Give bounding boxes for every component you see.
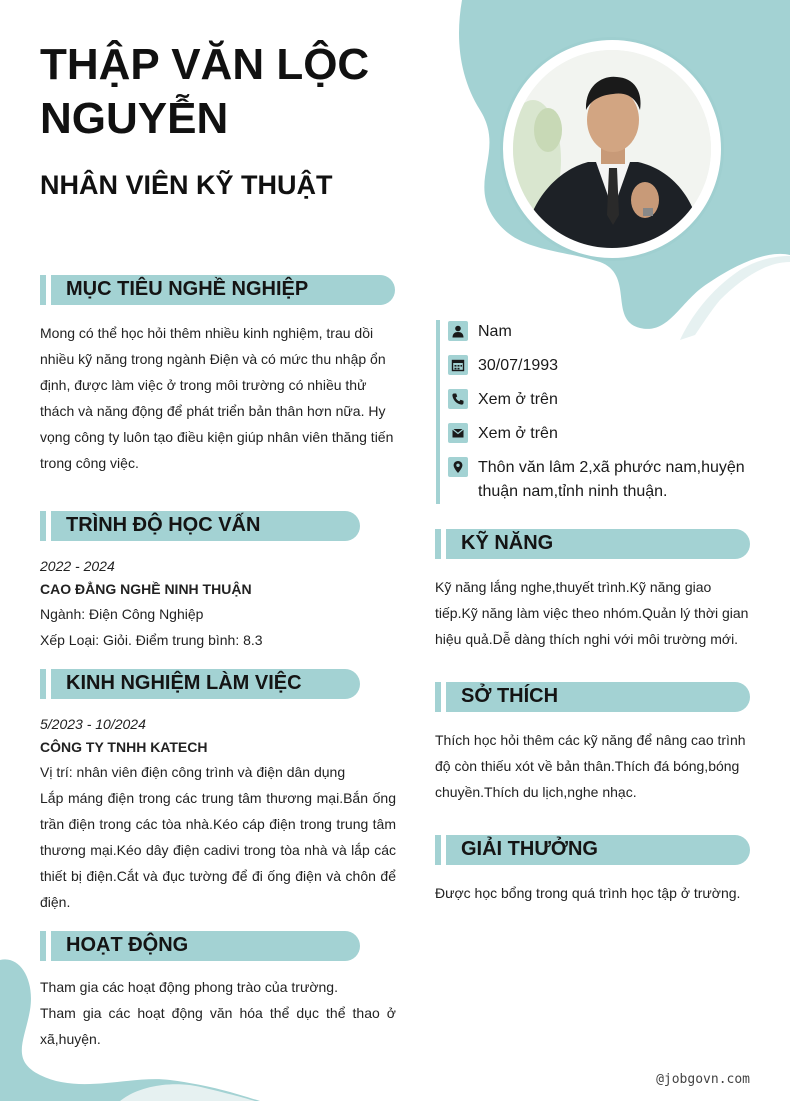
- section-title: HOẠT ĐỘNG: [66, 934, 189, 956]
- section-title: TRÌNH ĐỘ HỌC VẤN: [66, 514, 261, 536]
- contact-phone: [448, 388, 756, 412]
- experience-entry: [40, 713, 396, 915]
- section-title: SỞ THÍCH: [461, 685, 559, 707]
- watermark: @jobgovn.com: [656, 1072, 750, 1087]
- location-pin-icon: [448, 457, 468, 477]
- avatar-photo: [513, 50, 711, 248]
- section-title: MỤC TIÊU NGHỀ NGHIỆP: [66, 278, 309, 300]
- calendar-icon: [448, 355, 468, 375]
- section-header-objective: [40, 275, 395, 305]
- section-title: GIẢI THƯỞNG: [461, 838, 598, 860]
- experience-description: Lắp máng điện trong các trung tâm thương mại.Bắn ống trần điện trong các tòa nhà.Kéo cáp điện trong trung tâm thương mại.Kéo dây điện cadivi trong tòa nhà và lắp các thiết bị điện.Cắt và đục tường để đi ống điện và chôn để điện.: [40, 790, 396, 910]
- section-header-education: [40, 511, 360, 541]
- section-header-experience: [40, 669, 360, 699]
- section-header-activities: [40, 931, 360, 961]
- contact-text: Xem ở trên: [478, 391, 558, 408]
- education-entry: [40, 555, 396, 653]
- education-grade: Xếp Loại: Giỏi. Điểm trung bình: 8.3: [40, 632, 263, 648]
- activities-text: [40, 974, 396, 1052]
- section-header-awards: [435, 835, 750, 865]
- objective-text: Mong có thể học hỏi thêm nhiều kinh nghiệm, trau dồi nhiều kỹ năng trong ngành Điện và có mức thu nhập ổn định, được làm việc ở trong môi trường có nhiều thử thách và năng động để phát triển bản thân hơn nữa. Hy vọng công ty luôn tạo điều kiện giúp nhân viên thăng tiến trong công việc.: [40, 325, 394, 471]
- person-icon: [448, 321, 468, 341]
- activity-line: Tham gia các hoạt động phong trào của trường.: [40, 979, 338, 995]
- envelope-icon: [448, 423, 468, 443]
- avatar: [500, 37, 724, 261]
- section-title: KỸ NĂNG: [461, 532, 554, 554]
- contact-birthday: [448, 354, 756, 378]
- contact-text: Nam: [478, 323, 512, 340]
- hobbies-text: Thích học hỏi thêm các kỹ năng để nâng cao trình độ còn thiếu xót về bản thân.Thích đá bóng,bóng chuyền.Thích du lịch,nghe nhạc.: [435, 732, 746, 800]
- skills-text: Kỹ năng lắng nghe,thuyết trình.Kỹ năng giao tiếp.Kỹ năng làm việc theo nhóm.Quản lý thời gian hiệu quả.Dễ dàng thích nghi với môi trường mới.: [435, 579, 749, 647]
- phone-icon: [448, 389, 468, 409]
- contact-text: Xem ở trên: [478, 425, 558, 442]
- contact-email: [448, 422, 756, 446]
- section-header-skills: [435, 529, 750, 559]
- education-period: 2022 - 2024: [40, 558, 115, 574]
- name-line-1: THẬP VĂN LỘC: [40, 40, 370, 89]
- job-title: NHÂN VIÊN KỸ THUẬT: [40, 170, 333, 200]
- education-school: CAO ĐẲNG NGHỀ NINH THUẬN: [40, 581, 252, 597]
- experience-company: CÔNG TY TNHH KATECH: [40, 739, 208, 755]
- experience-position: Vị trí: nhân viên điện công trình và điện dân dụng: [40, 764, 346, 780]
- awards-text: Được học bổng trong quá trình học tập ở trường.: [435, 885, 741, 901]
- activity-line: Tham gia các hoạt động văn hóa thể dục thể thao ở xã,huyện.: [40, 1005, 396, 1047]
- contact-text: Thôn văn lâm 2,xã phước nam,huyện thuận nam,tỉnh ninh thuận.: [478, 459, 745, 500]
- contact-address: [448, 456, 756, 504]
- contact-text: 30/07/1993: [478, 357, 559, 374]
- section-header-hobbies: [435, 682, 750, 712]
- candidate-name: [40, 38, 460, 146]
- section-title: KINH NGHIỆM LÀM VIỆC: [66, 672, 302, 694]
- name-line-2: NGUYỄN: [40, 94, 229, 143]
- education-major: Ngành: Điện Công Nghiệp: [40, 606, 204, 622]
- contact-gender: [448, 320, 756, 344]
- contact-info: [436, 320, 756, 504]
- experience-period: 5/2023 - 10/2024: [40, 716, 146, 732]
